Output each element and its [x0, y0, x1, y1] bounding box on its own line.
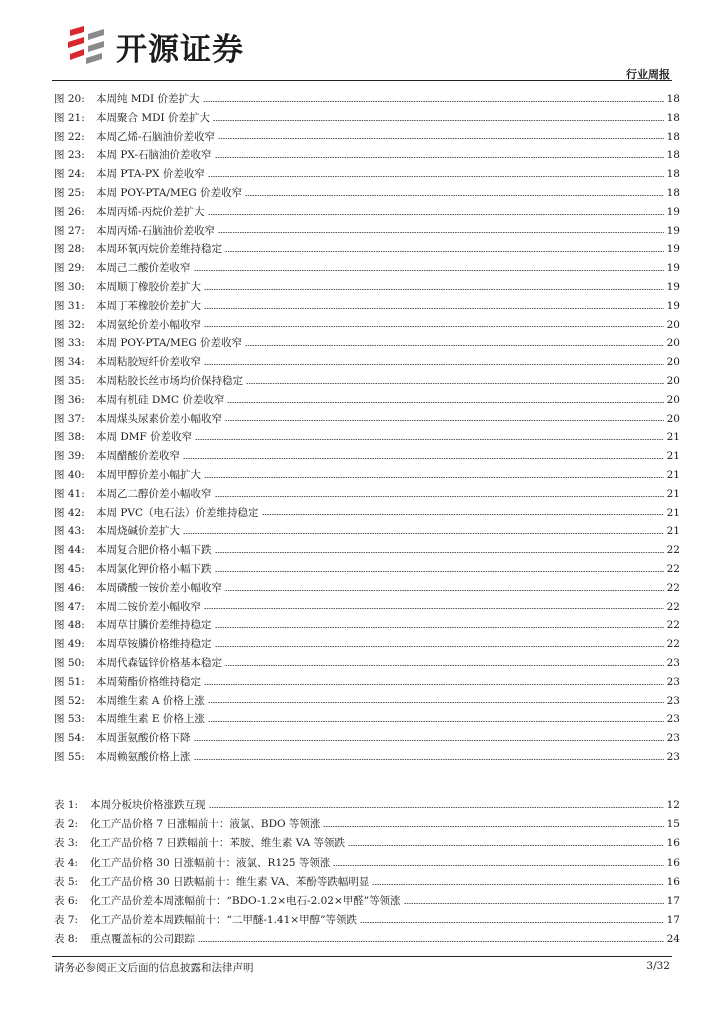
- entry-page: 19: [666, 224, 680, 237]
- figure-index-row[interactable]: [54, 372, 680, 391]
- entry-number: 图 55:: [54, 750, 85, 763]
- entry-title: 本周分板块价格涨跌互现: [90, 799, 206, 811]
- entry-title: 本周维生素 A 价格上涨: [96, 694, 205, 707]
- entry-number: 图 26:: [54, 205, 85, 218]
- figure-index-row[interactable]: [54, 334, 680, 353]
- entry-number: 图 31:: [54, 299, 85, 312]
- entry-page: 18: [666, 149, 680, 162]
- figure-index-row[interactable]: [54, 673, 680, 692]
- table-index-row[interactable]: [54, 854, 680, 873]
- entry-title: 本周氨纶价差小幅收窄: [96, 318, 201, 331]
- entry-title: 本周维生素 E 价格上涨: [96, 713, 205, 726]
- entry-title: 本周烧碱价差扩大: [96, 525, 180, 538]
- figure-index-row[interactable]: [54, 203, 680, 222]
- figure-index-row[interactable]: [54, 729, 680, 748]
- entry-title: 本周复合肥价格小幅下跌: [96, 544, 212, 557]
- figure-index-row[interactable]: [54, 109, 680, 128]
- entry-title: 本周丁苯橡胶价差扩大: [96, 299, 201, 312]
- entry-number: 表 4:: [54, 856, 79, 869]
- entry-page: 12: [666, 799, 680, 811]
- figure-index-row[interactable]: [54, 128, 680, 147]
- entry-title: 本周 POY-PTA/MEG 价差收窄: [96, 186, 243, 199]
- dot-leader: [218, 232, 664, 233]
- entry-title: 重点覆盖标的公司跟踪: [90, 933, 195, 946]
- dot-leader: [333, 865, 663, 866]
- entry-number: 图 47:: [54, 600, 85, 613]
- figure-index-row[interactable]: [54, 692, 680, 711]
- entry-number: 图 35:: [54, 374, 85, 387]
- entry-number: 图 39:: [54, 450, 85, 463]
- dot-leader: [404, 903, 664, 904]
- dot-leader: [208, 721, 664, 722]
- entry-number: 图 49:: [54, 638, 85, 651]
- dot-leader: [204, 684, 664, 685]
- entry-number: 图 43:: [54, 525, 85, 538]
- figure-index-row[interactable]: [54, 278, 680, 297]
- entry-number: 图 52:: [54, 694, 85, 707]
- figure-index-row[interactable]: [54, 410, 680, 429]
- entry-number: 图 50:: [54, 656, 85, 669]
- dot-leader: [204, 364, 664, 365]
- dot-leader: [225, 420, 664, 421]
- brand-logo-icon: [64, 24, 110, 68]
- dot-leader: [225, 251, 664, 252]
- entry-page: 21: [666, 506, 680, 519]
- entry-page: 16: [666, 875, 680, 888]
- entry-page: 23: [666, 694, 680, 707]
- entry-page: 18: [666, 93, 680, 105]
- entry-number: 图 51:: [54, 675, 85, 688]
- entry-title: 本周己二酸价差收窄: [96, 262, 191, 275]
- dot-leader: [215, 646, 664, 647]
- figure-index-row[interactable]: [54, 522, 680, 541]
- dot-leader: [194, 270, 664, 271]
- entry-title: 本周 DMF 价差收窄: [96, 431, 193, 444]
- figure-index-row[interactable]: [54, 447, 680, 466]
- table-index-row[interactable]: [54, 796, 680, 815]
- footer-disclaimer: 请务必参阅正文后面的信息披露和法律声明: [54, 962, 254, 974]
- table-index-row[interactable]: [54, 815, 680, 834]
- entry-title: 本周环氧丙烷价差维持稳定: [96, 243, 222, 256]
- entry-page: 18: [666, 130, 680, 143]
- entry-page: 16: [666, 837, 680, 850]
- entry-title: 本周代森锰锌价格基本稳定: [96, 656, 222, 669]
- dot-leader: [204, 477, 664, 478]
- dot-leader: [204, 289, 664, 290]
- figure-index-row[interactable]: [54, 748, 680, 767]
- entry-page: 20: [666, 337, 680, 350]
- entry-page: 19: [666, 280, 680, 293]
- entry-page: 20: [666, 356, 680, 369]
- entry-title: 本周乙二醇价差小幅收窄: [96, 487, 212, 500]
- entry-title: 本周纯 MDI 价差扩大: [96, 93, 200, 105]
- entry-title: 本周 POY-PTA/MEG 价差收窄: [96, 337, 243, 350]
- figure-index-row[interactable]: [54, 428, 680, 447]
- dot-leader: [203, 101, 664, 102]
- entry-number: 图 48:: [54, 619, 85, 632]
- figure-index-row[interactable]: [54, 710, 680, 729]
- entry-title: 本周粘胶长丝市场均价保持稳定: [96, 374, 243, 387]
- entry-number: 图 32:: [54, 318, 85, 331]
- entry-page: 15: [666, 818, 680, 831]
- page-number: 3/32: [646, 960, 670, 972]
- entry-title: 本周甲醇价差小幅扩大: [96, 468, 201, 481]
- entry-page: 16: [666, 856, 680, 869]
- entry-page: 21: [666, 450, 680, 463]
- entry-number: 表 2:: [54, 818, 79, 831]
- entry-page: 22: [666, 562, 680, 575]
- figure-index-list: [54, 90, 680, 767]
- entry-page: 23: [666, 656, 680, 669]
- entry-title: 本周有机硅 DMC 价差收窄: [96, 393, 225, 406]
- page-header: [0, 0, 724, 82]
- entry-title: 本周丙烯-石脑油价差收窄: [96, 224, 216, 237]
- entry-page: 20: [666, 393, 680, 406]
- entry-page: 19: [666, 299, 680, 312]
- dot-leader: [215, 627, 664, 628]
- entry-title: 本周乙烯-石脑油价差收窄: [96, 130, 216, 143]
- entry-page: 23: [666, 713, 680, 726]
- figure-index-row[interactable]: [54, 616, 680, 635]
- table-index-list: [54, 796, 680, 950]
- dot-leader: [225, 665, 664, 666]
- entry-title: 化工产品价差本周涨幅前十：“BDO-1.2×电石-2.02×甲醛”等领涨: [90, 894, 401, 907]
- dot-leader: [215, 552, 664, 553]
- entry-title: 化工产品价格 7 日跌幅前十：苯胺、维生素 VA 等领跌: [90, 837, 345, 850]
- dot-leader: [323, 826, 663, 827]
- entry-number: 图 41:: [54, 487, 85, 500]
- entry-title: 本周菊酯价格维持稳定: [96, 675, 201, 688]
- figure-index-row[interactable]: [54, 504, 680, 523]
- entry-page: 22: [666, 544, 680, 557]
- entry-number: 表 6:: [54, 894, 79, 907]
- entry-page: 22: [666, 619, 680, 632]
- entry-number: 表 1:: [54, 799, 79, 811]
- entry-page: 21: [666, 487, 680, 500]
- entry-number: 图 24:: [54, 168, 85, 181]
- entry-page: 22: [666, 600, 680, 613]
- entry-number: 图 30:: [54, 280, 85, 293]
- entry-number: 图 25:: [54, 186, 85, 199]
- entry-title: 本周顺丁橡胶价差扩大: [96, 280, 201, 293]
- figure-index-row[interactable]: [54, 222, 680, 241]
- entry-page: 21: [666, 525, 680, 538]
- entry-number: 图 36:: [54, 393, 85, 406]
- dot-leader: [348, 845, 664, 846]
- dot-leader: [194, 759, 664, 760]
- entry-number: 图 27:: [54, 224, 85, 237]
- entry-title: 化工产品价格 7 日涨幅前十：液氯、BDO 等领涨: [90, 818, 321, 831]
- dot-leader: [204, 308, 664, 309]
- entry-page: 18: [666, 168, 680, 181]
- dot-leader: [262, 514, 664, 515]
- entry-number: 图 34:: [54, 356, 85, 369]
- figure-index-row[interactable]: [54, 598, 680, 617]
- entry-page: 19: [666, 205, 680, 218]
- dot-leader: [218, 138, 664, 139]
- dot-leader: [372, 884, 663, 885]
- entry-number: 图 44:: [54, 544, 85, 557]
- entry-page: 17: [666, 894, 680, 907]
- figure-index-row[interactable]: [54, 485, 680, 504]
- figure-index-row[interactable]: [54, 579, 680, 598]
- entry-title: 化工产品价格 30 日跌幅前十：维生素 VA、苯酚等跌幅明显: [90, 875, 370, 888]
- dot-leader: [204, 326, 664, 327]
- entry-page: 22: [666, 638, 680, 651]
- dot-leader: [195, 439, 663, 440]
- figure-index-row[interactable]: [54, 297, 680, 316]
- entry-page: 20: [666, 412, 680, 425]
- entry-number: 图 37:: [54, 412, 85, 425]
- dot-leader: [198, 941, 664, 942]
- dot-leader: [204, 608, 664, 609]
- entry-number: 图 23:: [54, 149, 85, 162]
- dot-leader: [208, 176, 664, 177]
- dot-leader: [209, 807, 664, 808]
- dot-leader: [215, 571, 664, 572]
- entry-number: 图 54:: [54, 732, 85, 745]
- entry-title: 本周聚合 MDI 价差扩大: [96, 111, 210, 124]
- report-type-label: 行业周报: [626, 68, 670, 81]
- entry-number: 图 38:: [54, 431, 85, 444]
- table-index-row[interactable]: [54, 834, 680, 853]
- entry-number: 表 5:: [54, 875, 79, 888]
- entry-page: 20: [666, 318, 680, 331]
- entry-number: 图 22:: [54, 130, 85, 143]
- figure-index-row[interactable]: [54, 635, 680, 654]
- entry-page: 23: [666, 732, 680, 745]
- brand-logo: [64, 24, 284, 68]
- entry-number: 图 21:: [54, 111, 85, 124]
- dot-leader: [245, 195, 664, 196]
- entry-number: 图 28:: [54, 243, 85, 256]
- dot-leader: [215, 496, 664, 497]
- entry-page: 19: [666, 262, 680, 275]
- figure-index-row[interactable]: [54, 316, 680, 335]
- figure-index-row[interactable]: [54, 353, 680, 372]
- dot-leader: [213, 120, 664, 121]
- entry-number: 图 29:: [54, 262, 85, 275]
- entry-page: 19: [666, 243, 680, 256]
- figure-index-row[interactable]: [54, 240, 680, 259]
- entry-title: 本周 PX-石脑油价差收窄: [96, 149, 212, 162]
- figure-index-row[interactable]: [54, 466, 680, 485]
- entry-page: 23: [666, 750, 680, 763]
- entry-title: 本周草铵膦价格维持稳定: [96, 638, 212, 651]
- entry-title: 本周煤头尿素价差小幅收窄: [96, 412, 222, 425]
- figure-index-row[interactable]: [54, 654, 680, 673]
- entry-page: 23: [666, 675, 680, 688]
- entry-page: 18: [666, 186, 680, 199]
- entry-title: 本周粘胶短纤价差收窄: [96, 356, 201, 369]
- entry-title: 化工产品价差本周跌幅前十：“二甲醚-1.41×甲醇”等领跌: [90, 914, 357, 927]
- entry-title: 化工产品价格 30 日涨幅前十：液氯、R125 等领涨: [90, 856, 331, 869]
- figure-index-row[interactable]: [54, 165, 680, 184]
- entry-page: 24: [666, 933, 680, 946]
- brand-name: 开源证券: [116, 31, 244, 68]
- entry-page: 17: [666, 914, 680, 927]
- entry-number: 表 7:: [54, 914, 79, 927]
- entry-title: 本周草甘膦价差维持稳定: [96, 619, 212, 632]
- entry-page: 20: [666, 374, 680, 387]
- figure-index-row[interactable]: [54, 560, 680, 579]
- figure-index-row[interactable]: [54, 259, 680, 278]
- dot-leader: [208, 702, 664, 703]
- entry-title: 本周蛋氨酸价格下降: [96, 732, 191, 745]
- figure-index-row[interactable]: [54, 391, 680, 410]
- dot-leader: [245, 345, 664, 346]
- table-index-row[interactable]: [54, 930, 680, 949]
- dot-leader: [183, 458, 664, 459]
- figure-index-row[interactable]: [54, 146, 680, 165]
- figure-index-row[interactable]: [54, 541, 680, 560]
- table-index-row[interactable]: [54, 873, 680, 892]
- entry-number: 图 42:: [54, 506, 85, 519]
- entry-number: 表 8:: [54, 933, 79, 946]
- dot-leader: [183, 533, 664, 534]
- dot-leader: [360, 922, 664, 923]
- entry-title: 本周醋酸价差收窄: [96, 450, 180, 463]
- entry-number: 图 33:: [54, 337, 85, 350]
- entry-title: 本周氯化钾价格小幅下跌: [96, 562, 212, 575]
- dot-leader: [225, 590, 664, 591]
- entry-page: 21: [666, 431, 680, 444]
- dot-leader: [227, 402, 663, 403]
- entry-number: 表 3:: [54, 837, 79, 850]
- dot-leader: [208, 214, 664, 215]
- entry-number: 图 53:: [54, 713, 85, 726]
- entry-page: 18: [666, 111, 680, 124]
- entry-title: 本周丙烯-丙烷价差扩大: [96, 205, 205, 218]
- dot-leader: [246, 383, 664, 384]
- entry-page: 21: [666, 468, 680, 481]
- table-index-row[interactable]: [54, 911, 680, 930]
- entry-number: 图 46:: [54, 581, 85, 594]
- dot-leader: [194, 740, 664, 741]
- entry-number: 图 20:: [54, 93, 85, 105]
- dot-leader: [215, 157, 664, 158]
- figure-index-row[interactable]: [54, 184, 680, 203]
- entry-title: 本周磷酸一铵价差小幅收窄: [96, 581, 222, 594]
- table-index-row[interactable]: [54, 892, 680, 911]
- entry-title: 本周二铵价差小幅收窄: [96, 600, 201, 613]
- entry-title: 本周赖氨酸价格上涨: [96, 750, 191, 763]
- header-divider: [52, 80, 672, 81]
- entry-page: 22: [666, 581, 680, 594]
- entry-title: 本周 PVC（电石法）价差维持稳定: [96, 506, 259, 519]
- entry-title: 本周 PTA-PX 价差收窄: [96, 168, 205, 181]
- figure-index-row[interactable]: [54, 90, 680, 109]
- footer-divider: [52, 956, 672, 957]
- entry-number: 图 40:: [54, 468, 85, 481]
- entry-number: 图 45:: [54, 562, 85, 575]
